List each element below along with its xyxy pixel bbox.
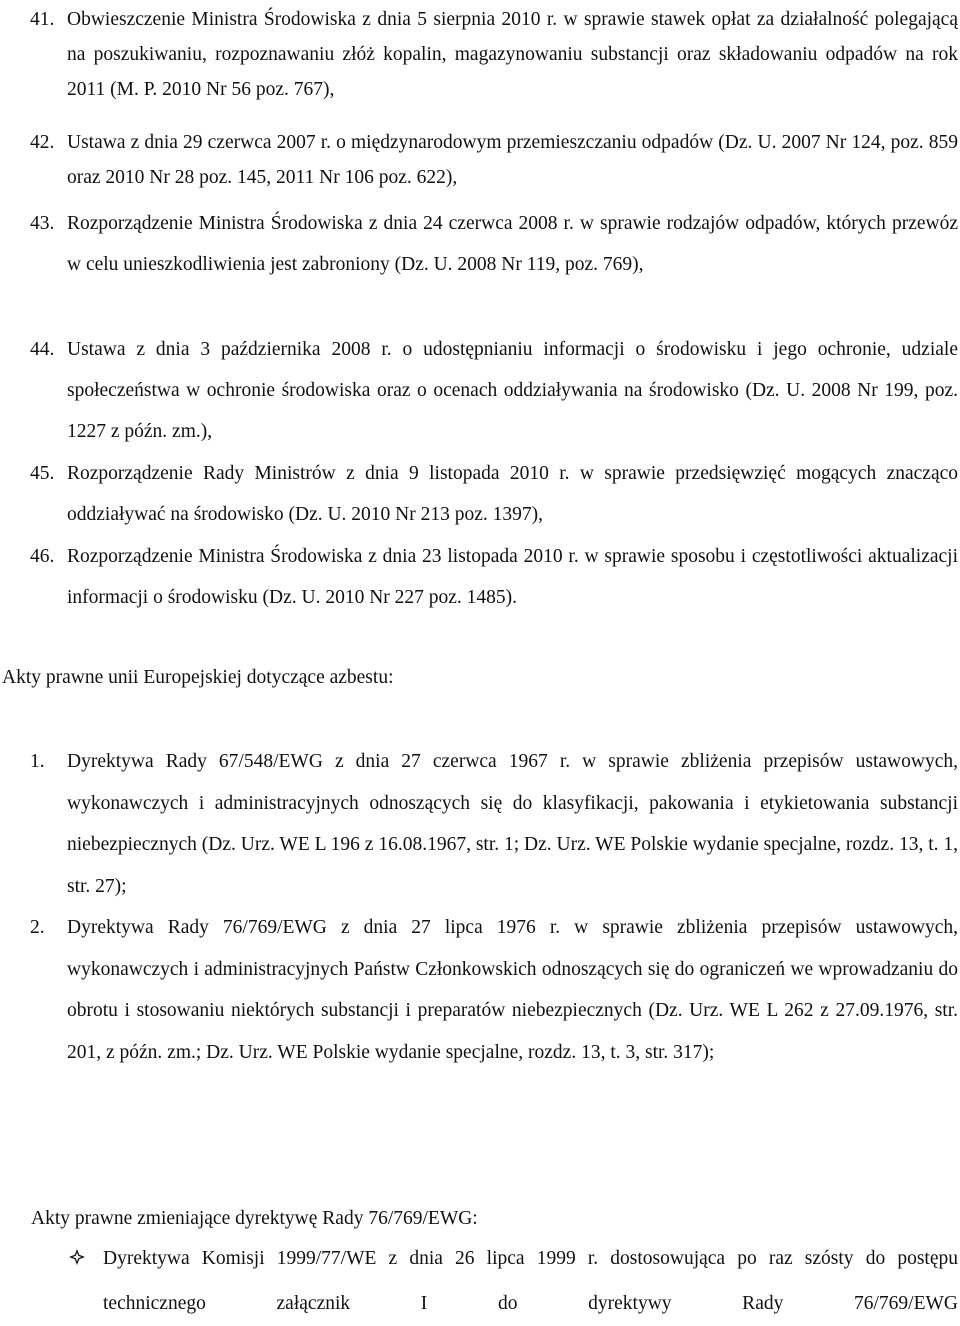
list-item: [30, 204, 958, 286]
diamond-bullet-icon: [67, 1236, 89, 1281]
list-item: [30, 125, 958, 195]
list-item-number: 42.: [30, 132, 55, 153]
bullet-item-text: Dyrektywa Komisji 1999/77/WE z dnia 26 lipca 1999 r. dostosowująca po raz szósty do postępu technicznego załącznik I do dyrektywy Rady 76/769/EWG: [103, 1248, 958, 1314]
list-item-number: 43.: [30, 213, 55, 234]
list-item: [30, 330, 958, 452]
list-item-text: Ustawa z dnia 3 października 2008 r. o udostępnianiu informacji o środowisku i jego ochronie, udziale społeczeństwa w ochronie środowiska oraz o ocenach oddziaływania na środowisko (Dz. U. 2008 Nr 199, poz. 1227 z późn. zm.),: [67, 339, 958, 442]
list-item: [30, 454, 958, 536]
list-item-text: Rozporządzenie Ministra Środowiska z dnia 23 listopada 2010 r. w sprawie sposobu i częstotliwości aktualizacji informacji o środowisku (Dz. U. 2010 Nr 227 poz. 1485).: [67, 546, 958, 608]
list-item-text: Rozporządzenie Rady Ministrów z dnia 9 listopada 2010 r. w sprawie przedsięwzięć mogących znacząco oddziaływać na środowisko (Dz. U. 2010 Nr 213 poz. 1397),: [67, 463, 958, 525]
list-item: [30, 741, 958, 907]
list-item-number: 44.: [30, 339, 55, 360]
list-item-text: Dyrektywa Rady 76/769/EWG z dnia 27 lipca 1976 r. w sprawie zbliżenia przepisów ustawowych, wykonawczych i administracyjnych Państw Członkowskich odnoszących się do ograniczeń we wprowadzaniu do obrotu i stosowaniu niektórych substancji i preparatów niebezpiecznych (Dz. Urz. WE L 262 z 27.09.1976, str. 201, z późn. zm.; Dz. Urz. WE Polskie wydanie specjalne, rozdz. 13, t. 3, str. 317);: [67, 917, 958, 1063]
list-item-text: Obwieszczenie Ministra Środowiska z dnia 5 sierpnia 2010 r. w sprawie stawek opłat za działalność polegającą na poszukiwaniu, rozpoznawaniu złóż kopalin, magazynowaniu substancji oraz składowaniu odpadów na rok 2011 (M. P. 2010 Nr 56 poz. 767),: [67, 9, 958, 100]
list-item-number: 2.: [30, 917, 45, 938]
section-heading-eu-acts: Akty prawne unii Europejskiej dotyczące azbestu:: [2, 667, 394, 688]
list-item-number: 1.: [30, 751, 45, 772]
list-item: [30, 907, 958, 1073]
list-item-number: 45.: [30, 463, 55, 484]
section-heading-amending-acts: Akty prawne zmieniające dyrektywę Rady 76/769/EWG:: [31, 1208, 478, 1229]
list-item: [30, 537, 958, 619]
list-item-text: Ustawa z dnia 29 czerwca 2007 r. o międzynarodowym przemieszczaniu odpadów (Dz. U. 2007 Nr 124, poz. 859 oraz 2010 Nr 28 poz. 145, 2011 Nr 106 poz. 622),: [67, 132, 958, 188]
list-item: [30, 2, 958, 107]
list-item-text: Dyrektywa Rady 67/548/EWG z dnia 27 czerwca 1967 r. w sprawie zbliżenia przepisów ustawowych, wykonawczych i administracyjnych odnoszących się do klasyfikacji, pakowania i etykietowania substancji niebezpiecznych (Dz. Urz. WE L 196 z 16.08.1967, str. 1; Dz. Urz. WE Polskie wydanie specjalne, rozdz. 13, t. 1, str. 27);: [67, 751, 958, 897]
list-item-text: Rozporządzenie Ministra Środowiska z dnia 24 czerwca 2008 r. w sprawie rodzajów odpadów, których przewóz w celu unieszkodliwienia jest zabroniony (Dz. U. 2008 Nr 119, poz. 769),: [67, 213, 958, 275]
list-item-number: 41.: [30, 9, 55, 30]
list-item-number: 46.: [30, 546, 55, 567]
